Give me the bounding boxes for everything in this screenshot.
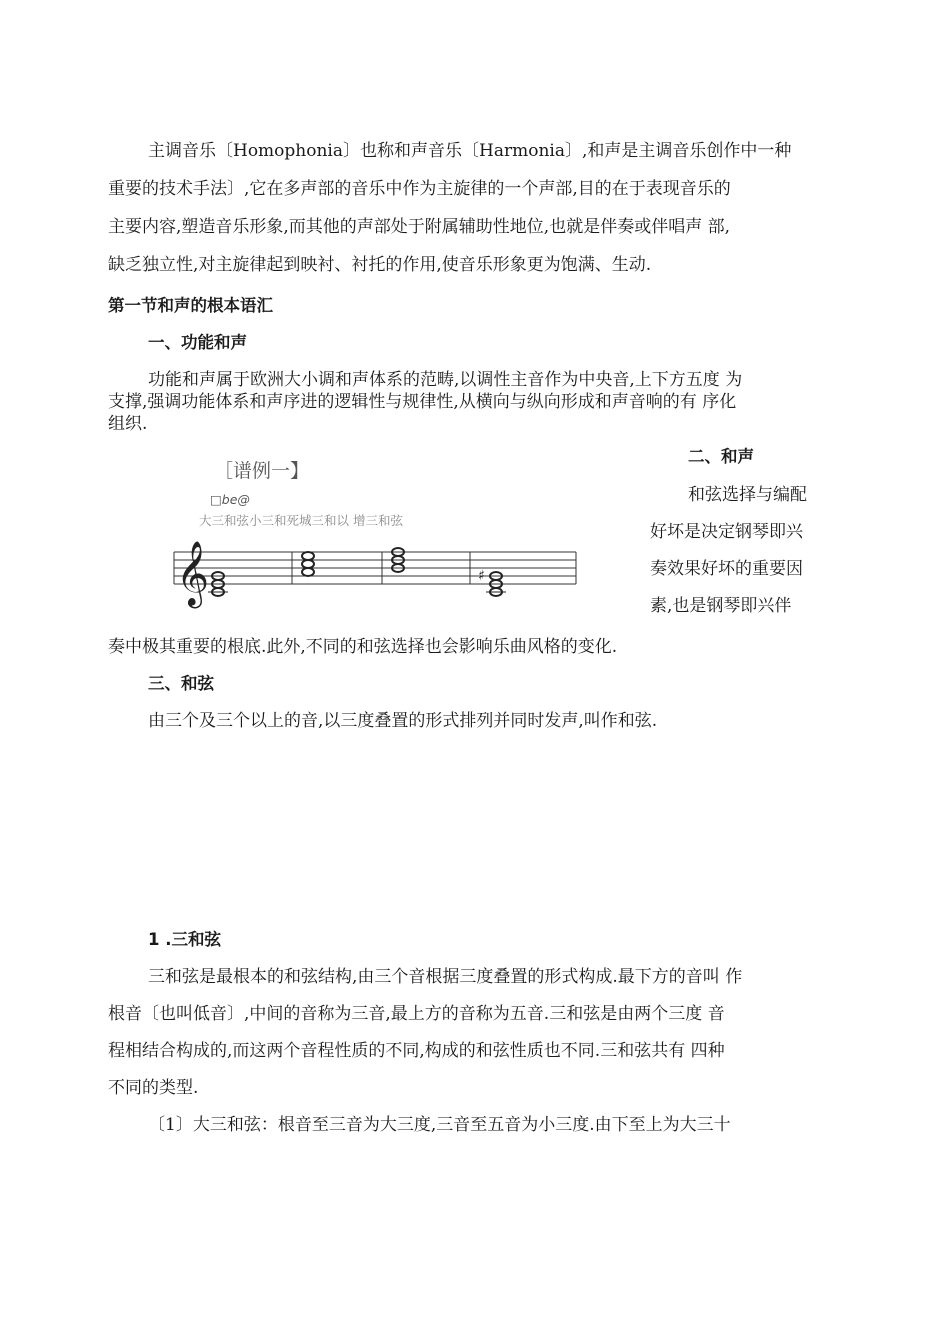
intro-line-3: 主要内容,塑造音乐形象,而其他的声部处于附属辅助性地位,也就是伴奏或伴唱声 部,: [108, 217, 731, 237]
intro-line-2: 重要的技术手法〕,它在多声部的音乐中作为主旋律的一个声部,目的在于表现音乐的: [108, 179, 731, 199]
sub2-side-line-1: 和弦选择与编配: [688, 485, 807, 505]
sub2-tail-line: 奏中极其重要的根底.此外,不同的和弦选择也会影响乐曲风格的变化.: [108, 637, 618, 657]
part1-line-4: 不同的类型.: [108, 1078, 199, 1098]
score-code: □be@: [210, 492, 250, 507]
part1-line-1: 三和弦是最根本的和弦结构,由三个音根据三度叠置的形式构成.最下方的音叫 作: [148, 967, 743, 987]
part1-heading: 1 .三和弦: [148, 930, 221, 949]
part1-line-2: 根音〔也叫低音〕,中间的音称为三音,最上方的音称为五音.三和弦是由两个三度 音: [108, 1004, 725, 1024]
sub2-heading: 二、和声: [688, 447, 754, 466]
score-title: ［谱例一】: [214, 460, 310, 482]
sub3-line: 由三个及三个以上的音,以三度叠置的形式排列并同时发声,叫作和弦.: [148, 711, 658, 731]
sub1-line-1: 功能和声属于欧洲大小调和声体系的范畴,以调性主音作为中央音,上下方五度 为: [148, 370, 743, 390]
sub2-side-line-2: 好坏是决定钢琴即兴: [650, 522, 803, 542]
intro-line-4: 缺乏独立性,对主旋律起到映衬、衬托的作用,使音乐形象更为饱满、生动.: [108, 255, 652, 275]
score-caption: 大三和弦小三和死城三和以 增三和弦: [199, 513, 403, 528]
part1-item-1: 〔1〕大三和弦：根音至三音为大三度,三音至五音为小三度.由下至上为大三十: [148, 1115, 731, 1135]
sub2-side-line-3: 奏效果好坏的重要因: [650, 559, 803, 579]
chord-minor-triad: [302, 552, 314, 576]
intro-line-1: 主调音乐〔Homophonia〕也称和声音乐〔Harmonia〕,和声是主调音乐创作中一种: [148, 141, 792, 161]
part1-line-3: 程相结合构成的,而这两个音程性质的不同,构成的和弦性质也不同.三和弦共有 四种: [108, 1041, 725, 1061]
music-staff: [170, 530, 590, 610]
sub3-heading: 三、和弦: [148, 674, 214, 693]
sub1-line-3: 组织.: [108, 414, 148, 434]
treble-clef-icon: 𝄞: [176, 541, 210, 606]
sub2-side-line-4: 素,也是钢琴即兴伴: [650, 596, 792, 616]
sharp-icon: ♯: [478, 568, 485, 584]
staff-lines: [174, 552, 576, 584]
sub1-line-2: 支撑,强调功能体系和声序进的逻辑性与规律性,从横向与纵向形成和声音响的有 序化: [108, 392, 737, 412]
section-heading: 第一节和声的根本语汇: [108, 296, 273, 315]
sub1-heading: 一、功能和声: [148, 333, 247, 352]
